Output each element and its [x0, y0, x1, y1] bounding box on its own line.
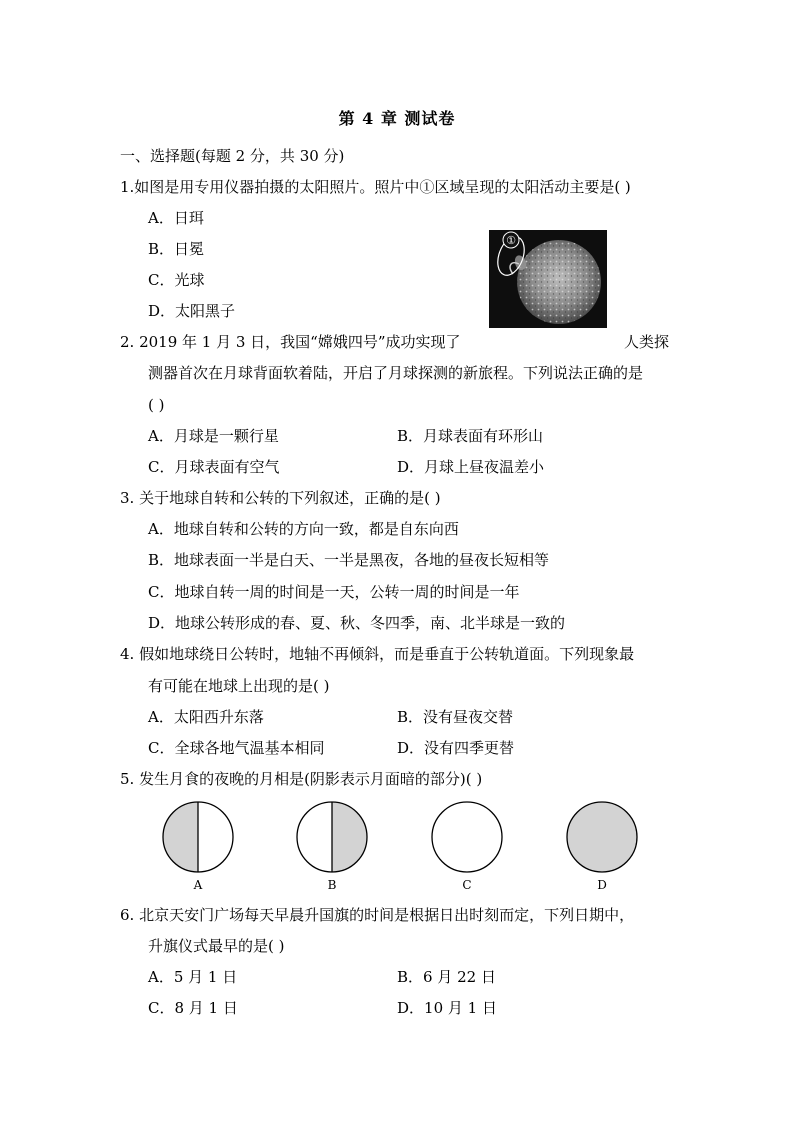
moon-label-c: C [462, 878, 472, 892]
q3-option-d: D．地球公转形成的春、夏、秋、冬四季，南、北半球是一致的 [148, 614, 566, 632]
question-6-stem-a: 6. 北京天安门广场每天早晨升国旗的时间是根据日出时刻而定，下列日期中， [120, 906, 635, 924]
q6-option-c: C．8 月 1 日 [148, 999, 238, 1017]
q2-option-a: A．月球是一颗行星 [148, 427, 279, 445]
q3-option-b: B．地球表面一半是白天、一半是黑夜，各地的昼夜长短相等 [148, 551, 550, 569]
question-4-stem-a: 4. 假如地球绕日公转时，地轴不再倾斜，而是垂直于公转轨道面。下列现象最 [120, 645, 635, 663]
sun-photo [489, 230, 607, 328]
q1-option-c: C．光球 [148, 271, 205, 289]
photo-marker-label: ① [506, 234, 516, 247]
moon-b-shade [332, 802, 367, 872]
section-heading: 一、选择题(每题 2 分，共 30 分) [120, 147, 345, 165]
moon-label-d: D [597, 878, 607, 892]
question-2-stem-d: ( ) [148, 396, 165, 414]
q1-option-d: D．太阳黑子 [148, 302, 236, 320]
q1-option-a: A．日珥 [148, 209, 204, 227]
q2-option-b: B．月球表面有环形山 [397, 427, 544, 445]
q6-option-d: D．10 月 1 日 [397, 999, 497, 1017]
moon-label-a: A [193, 878, 203, 892]
question-6-stem-b: 升旗仪式最早的是( ) [148, 937, 285, 955]
question-5-stem: 5. 发生月食的夜晚的月相是(阴影表示月面暗的部分)( ) [120, 770, 483, 788]
q1-option-b: B．日冕 [148, 240, 205, 258]
q3-option-c: C．地球自转一周的时间是一天，公转一周的时间是一年 [148, 583, 520, 601]
q6-option-b: B．6 月 22 日 [397, 968, 496, 986]
q4-option-d: D．没有四季更替 [397, 739, 515, 757]
moon-c-icon [432, 802, 502, 872]
q6-option-a: A．5 月 1 日 [148, 968, 238, 986]
page-title: 第 4 章 测试卷 [338, 109, 456, 128]
question-4-stem-b: 有可能在地球上出现的是( ) [148, 677, 330, 695]
q4-option-c: C．全球各地气温基本相同 [148, 739, 325, 757]
sun-photo-graphic [489, 230, 607, 328]
moon-label-b: B [327, 878, 337, 892]
question-2-stem-a: 2. 2019 年 1 月 3 日，我国“嫦娥四号”成功实现了 [120, 333, 461, 351]
question-1-stem: 1.如图是用专用仪器拍摄的太阳照片。照片中①区域呈现的太阳活动主要是( ) [120, 178, 631, 196]
moon-a-shade [163, 802, 198, 872]
moon-phase-options [150, 800, 650, 880]
q4-option-a: A．太阳西升东落 [148, 708, 264, 726]
q4-option-b: B．没有昼夜交替 [397, 708, 514, 726]
moon-d-icon [567, 802, 637, 872]
q3-option-a: A．地球自转和公转的方向一致，都是自东向西 [148, 520, 459, 538]
q2-option-d: D．月球上昼夜温差小 [397, 458, 545, 476]
question-3-stem: 3. 关于地球自转和公转的下列叙述，正确的是( ) [120, 489, 441, 507]
q2-option-c: C．月球表面有空气 [148, 458, 280, 476]
question-2-stem-c: 测器首次在月球背面软着陆，开启了月球探测的新旅程。下列说法正确的是 [148, 364, 644, 382]
question-2-stem-b: 人类探 [624, 333, 670, 351]
